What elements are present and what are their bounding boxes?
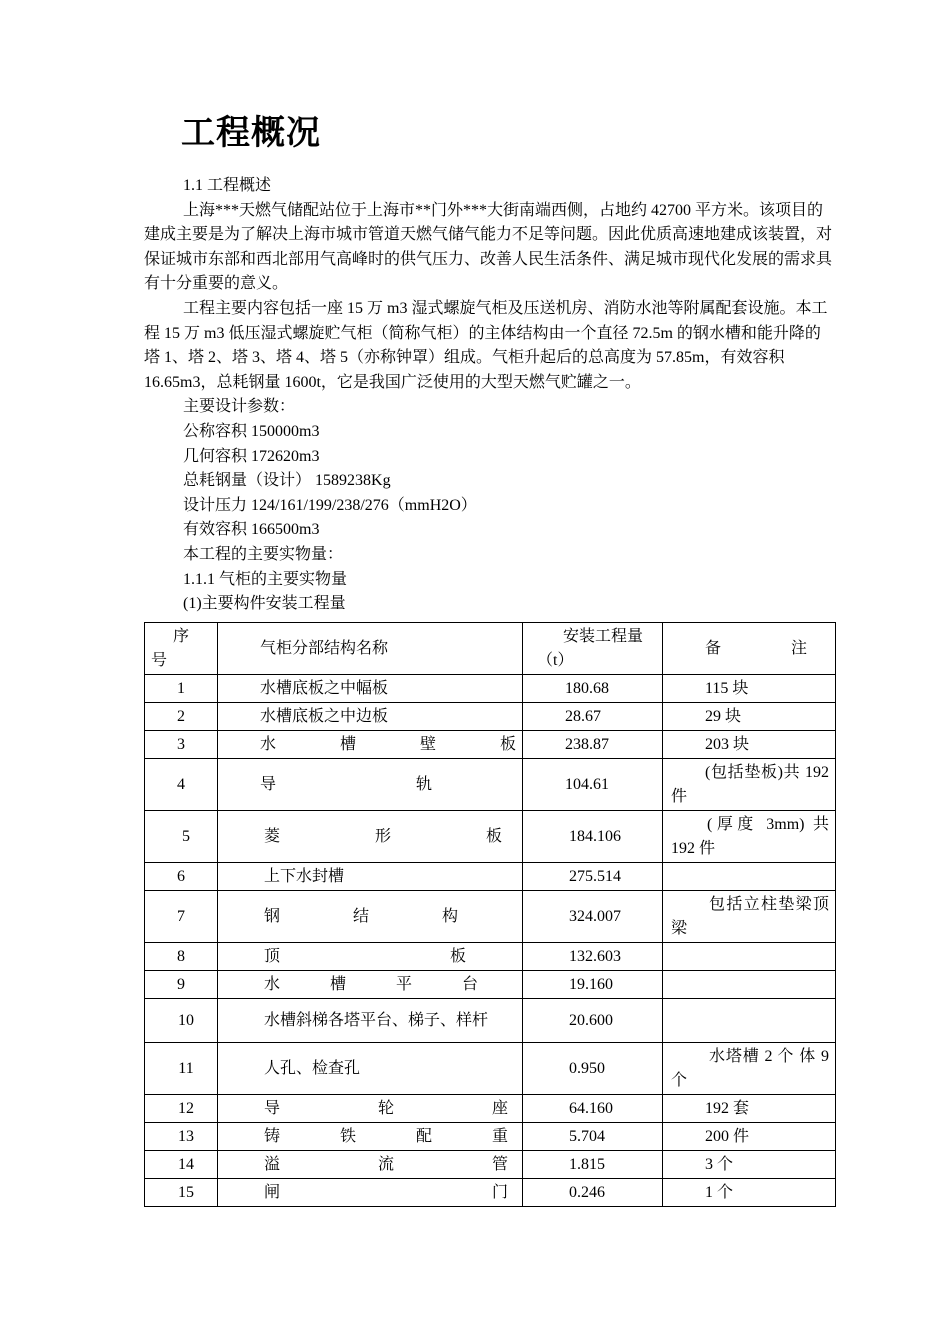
param-row [144,469,834,494]
table-row: 11 人孔、检查孔 0.950 水塔槽 2 个 体 9 个 [145,1043,836,1095]
table-row: 2 水槽底板之中边板 28.67 29 块 [145,703,836,731]
param-label: 几何容积 [183,447,248,465]
param-row [144,494,834,519]
section-heading: 1.1 工程概述 [183,177,272,194]
paragraph: 上海***天燃气储配站位于上海市**门外***大街南端西侧，占地约 42700 平方米。该项目的建成主要是为了解决上海市城市管道天燃气储气能力不足等问题。因此优质高速地建成该装置，对保证城市东部和西北部用气高峰时的供气压力、改善人民生活条件、满足城市现代化发展的需求具有十分重要的意义。 [144,201,833,293]
param-row [144,518,834,543]
param-row [144,420,834,445]
quantities-table [144,622,836,1207]
header-name: 气柜分部结构名称 [218,623,523,675]
header-note: 备 注 [663,623,836,675]
table-row: 14 溢流管 1.815 3 个 [145,1151,836,1179]
table-row: 4 导轨 104.61 (包括垫板)共 192 件 [145,759,836,811]
table-row: 6 上下水封槽 275.514 [145,863,836,891]
param-value: 124/161/199/238/276（mmH2O） [251,496,477,514]
params-heading: 主要设计参数： [183,398,296,416]
document-body [144,174,834,617]
table-row: 7 钢结构 324.007 包括立柱垫梁顶梁 [145,891,836,943]
page-title: 工程概况 [181,113,321,153]
param-value: 150000m3 [251,422,320,440]
paragraph: 工程主要内容包括一座 15 万 m3 湿式螺旋气柜及压送机房、消防水池等附属配套设施。本工程 15 万 m3 低压湿式螺旋贮气柜（简称气柜）的主体结构由一个直径 72.5m 的钢水槽和能升降的塔 1、塔 2、塔 3、塔 4、塔 5（亦称钟罩）组成。气柜升起后的总高度为 57.85m，有效容积 16.65m3，总耗钢量 1600t，它是我国广泛使用的大型天燃气贮罐之一。 [144,299,828,391]
header-no: 序 号 [145,623,218,675]
param-value: 166500m3 [251,521,320,539]
param-value: 172620m3 [251,447,320,465]
table-row: 1 水槽底板之中幅板 180.68 115 块 [145,675,836,703]
table-row: 9 水槽平台 19.160 [145,971,836,999]
table-row: 12 导轮座 64.160 192 套 [145,1095,836,1123]
param-label: 设计压力 [183,496,248,514]
param-label: 总耗钢量（设计） [183,472,312,490]
subsection-heading: 1.1.1 气柜的主要实物量 [183,570,348,588]
param-label: 有效容积 [183,521,248,539]
table-row: 13 铸铁配重 5.704 200 件 [145,1123,836,1151]
table-row: 15 闸门 0.246 1 个 [145,1179,836,1207]
quantities-heading: 本工程的主要实物量： [183,545,344,563]
table-row: 5 菱形板 184.106 (厚度 3mm) 共 192 件 [145,811,836,863]
table-caption: (1)主要构件安装工程量 [183,595,346,613]
table-header-row [145,623,836,675]
table-row: 10 水槽斜梯各塔平台、梯子、样杆 20.600 [145,999,836,1043]
header-qty: 安装工程量 （t） [523,623,663,675]
param-label: 公称容积 [183,422,248,440]
param-value: 1589238Kg [315,472,391,490]
table-row: 8 顶板 132.603 [145,943,836,971]
param-row [144,445,834,470]
table-row: 3 水槽壁板 238.87 203 块 [145,731,836,759]
